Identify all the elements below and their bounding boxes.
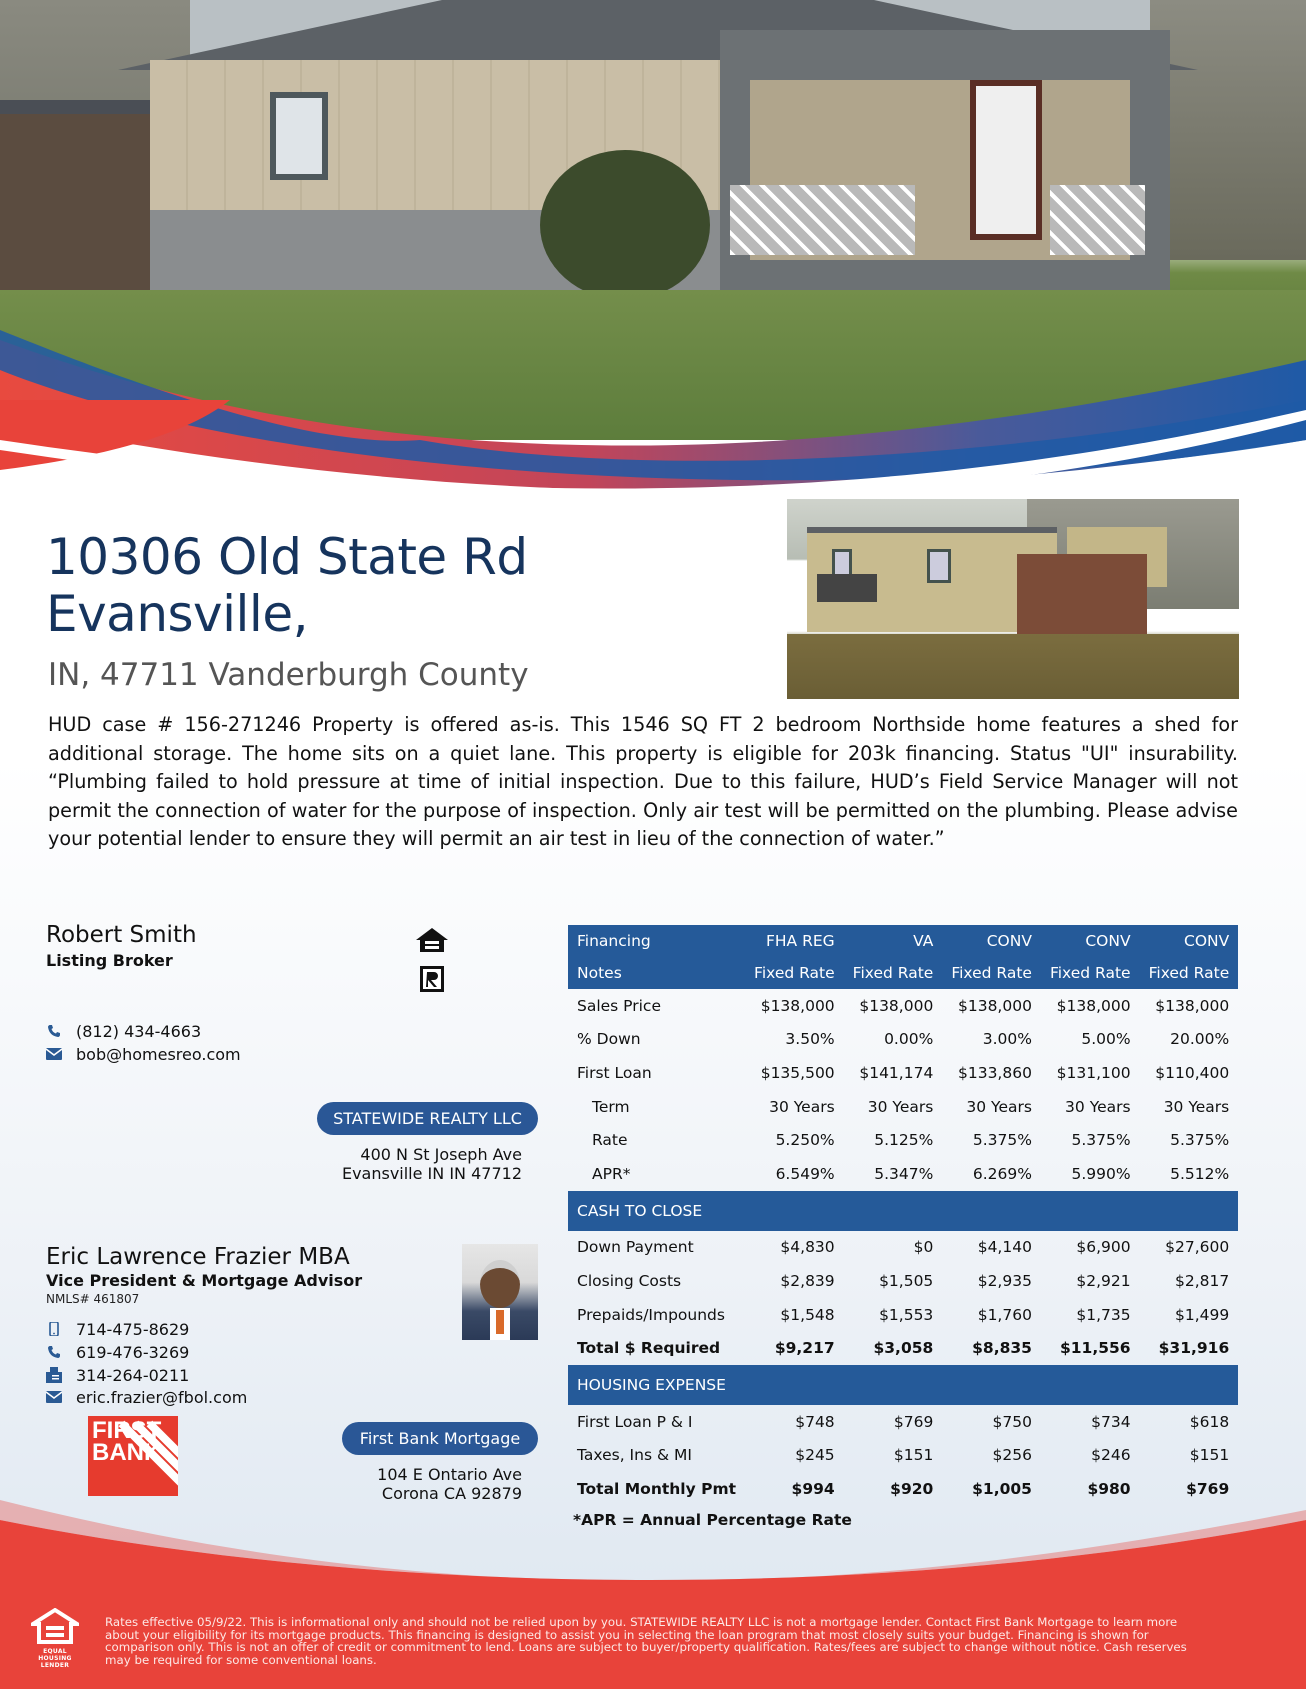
row-label: % Down (577, 1030, 641, 1049)
table-cell: $245 (795, 1446, 835, 1465)
email-icon (46, 1389, 62, 1405)
table-header-cell: Fixed Rate (942, 957, 1041, 989)
table-cell: $1,553 (879, 1305, 934, 1324)
table-row (568, 1264, 1238, 1298)
broker-title: Listing Broker (46, 951, 173, 970)
table-cell: 3.50% (785, 1030, 835, 1049)
table-cell: $141,174 (859, 1063, 934, 1082)
phone-icon (46, 1023, 62, 1039)
table-cell: $138,000 (859, 996, 934, 1015)
row-label: Taxes, Ins & MI (577, 1446, 692, 1465)
table-header-cell: Notes (568, 957, 745, 989)
row-label: CASH TO CLOSE (568, 1191, 1238, 1231)
broker-company-pill: STATEWIDE REALTY LLC (317, 1102, 538, 1135)
table-cell: 5.375% (972, 1131, 1032, 1150)
financing-table (568, 925, 1238, 1506)
broker-phone-text: (812) 434-4663 (76, 1021, 202, 1041)
lender-title: Vice President & Mortgage Advisor (46, 1271, 363, 1290)
table-cell: $0 (913, 1238, 934, 1257)
table-header-cell: Fixed Rate (844, 957, 943, 989)
table-header-cell: Financing (568, 925, 745, 957)
table-cell: $734 (1091, 1412, 1131, 1431)
table-cell: $769 (893, 1412, 934, 1431)
first-bank-logo (88, 1416, 178, 1496)
table-cell: $4,830 (780, 1238, 835, 1257)
table-cell: $2,817 (1174, 1271, 1230, 1290)
table-cell: $748 (795, 1412, 835, 1431)
lender-address-line-2: Corona CA 92879 (381, 1484, 522, 1503)
lender-fax-text: 314-264-0211 (76, 1365, 190, 1385)
table-header-cell: Fixed Rate (1140, 957, 1239, 989)
lender-company-pill: First Bank Mortgage (342, 1422, 538, 1455)
table-cell: $138,000 (957, 996, 1032, 1015)
eho-label: EQUAL HOUSING LENDER (38, 1648, 72, 1669)
table-cell: $994 (791, 1479, 835, 1498)
table-cell: 30 Years (769, 1097, 835, 1116)
table-row (568, 1123, 1238, 1157)
table-cell: $151 (1189, 1446, 1230, 1465)
lender-fax[interactable] (46, 1364, 189, 1386)
table-header-cell: VA (844, 925, 943, 957)
table-cell: $2,935 (977, 1271, 1032, 1290)
broker-address-line-1: 400 N St Joseph Ave (360, 1145, 522, 1164)
address-line-2: Evansville, (46, 585, 308, 643)
table-cell: $1,548 (780, 1305, 835, 1324)
apr-note: *APR = Annual Percentage Rate (573, 1511, 852, 1529)
table-cell: $6,900 (1076, 1238, 1131, 1257)
table-cell: 6.549% (775, 1164, 835, 1183)
table-cell: $133,860 (957, 1063, 1032, 1082)
row-label: Closing Costs (577, 1271, 682, 1290)
row-label: Total Monthly Pmt (577, 1479, 737, 1498)
table-cell: 20.00% (1170, 1030, 1230, 1049)
row-label: Rate (592, 1131, 628, 1150)
table-cell: $1,499 (1174, 1305, 1230, 1324)
lender-headshot (462, 1244, 538, 1340)
lender-mobile-text: 714-475-8629 (76, 1319, 190, 1339)
broker-name: Robert Smith (46, 922, 197, 948)
table-cell: $138,000 (760, 996, 835, 1015)
table-cell: $110,400 (1155, 1063, 1230, 1082)
broker-address (300, 1145, 522, 1183)
table-header-cell: CONV (1140, 925, 1239, 957)
table-cell: $769 (1186, 1479, 1230, 1498)
table-cell: 5.00% (1081, 1030, 1131, 1049)
table-row (568, 1090, 1238, 1124)
table-cell: 5.375% (1071, 1131, 1131, 1150)
lender-phone-text: 619-476-3269 (76, 1342, 190, 1362)
equal-housing-lender-logo (30, 1608, 80, 1669)
table-cell: $920 (890, 1479, 934, 1498)
table-cell: $135,500 (760, 1063, 835, 1082)
table-cell: 30 Years (1163, 1097, 1230, 1116)
rear-house-photo (787, 499, 1239, 699)
decorative-swoosh (0, 330, 1306, 510)
table-cell: $750 (992, 1412, 1032, 1431)
table-row (568, 1056, 1238, 1090)
table-cell: $4,140 (977, 1238, 1032, 1257)
table-cell: 5.125% (874, 1131, 934, 1150)
logo-text-line-2: BANK (92, 1439, 162, 1466)
lender-mobile[interactable] (46, 1318, 189, 1340)
table-cell: $1,005 (972, 1479, 1032, 1498)
table-cell: $2,839 (780, 1271, 835, 1290)
table-cell: $256 (992, 1446, 1032, 1465)
table-cell: $3,058 (873, 1339, 934, 1358)
table-cell: 3.00% (982, 1030, 1032, 1049)
row-label: HOUSING EXPENSE (568, 1365, 1238, 1405)
table-cell: 6.269% (972, 1164, 1032, 1183)
broker-logos (414, 926, 450, 996)
lender-email-text: eric.frazier@fbol.com (76, 1387, 248, 1407)
table-cell: $131,100 (1056, 1063, 1131, 1082)
row-label: Down Payment (577, 1238, 694, 1257)
table-cell: $2,921 (1076, 1271, 1131, 1290)
lender-address (300, 1465, 522, 1503)
table-cell: 5.990% (1071, 1164, 1131, 1183)
phone-icon (46, 1344, 62, 1360)
realtor-icon (414, 964, 450, 1000)
table-row (568, 1439, 1238, 1473)
table-row (568, 989, 1238, 1023)
table-cell: 30 Years (1065, 1097, 1131, 1116)
lender-email[interactable] (46, 1386, 247, 1408)
table-cell: $980 (1087, 1479, 1131, 1498)
table-row (568, 1231, 1238, 1265)
equal-housing-icon (414, 926, 450, 962)
cash-to-close-header (568, 1191, 1238, 1231)
table-cell: 0.00% (884, 1030, 934, 1049)
row-label: Prepaids/Impounds (577, 1305, 725, 1324)
table-cell: $27,600 (1165, 1238, 1230, 1257)
table-header-cell: CONV (942, 925, 1041, 957)
table-cell: $8,835 (972, 1339, 1032, 1358)
lender-name: Eric Lawrence Frazier MBA (46, 1244, 350, 1270)
table-cell: $31,916 (1158, 1339, 1230, 1358)
broker-address-line-2: Evansville IN IN 47712 (341, 1164, 522, 1183)
address-line-1: 10306 Old State Rd (46, 528, 528, 586)
table-header-row (568, 925, 1238, 957)
fax-icon (46, 1367, 62, 1383)
table-cell: $138,000 (1155, 996, 1230, 1015)
table-cell: $1,760 (977, 1305, 1032, 1324)
table-cell: $618 (1189, 1412, 1230, 1431)
table-cell: 5.512% (1170, 1164, 1230, 1183)
row-label: APR* (592, 1164, 631, 1183)
broker-email-text: bob@homesreo.com (76, 1044, 241, 1064)
housing-expense-header (568, 1365, 1238, 1405)
table-cell: 30 Years (867, 1097, 934, 1116)
table-header-cell: CONV (1041, 925, 1140, 957)
row-label: First Loan P & I (577, 1412, 693, 1431)
address-line-3: IN, 47711 Vanderburgh County (48, 657, 529, 693)
table-cell: 5.347% (874, 1164, 934, 1183)
table-cell: $1,735 (1076, 1305, 1131, 1324)
equal-housing-icon (31, 1608, 79, 1644)
disclaimer: Rates effective 05/9/22. This is informational only and should not be relied upon by you. STATEWIDE REALTY LLC is not a mortgage lender. Contact First Bank Mortgage to learn more about your eligibility for its mortgage products. This financing is designed to assist you in selecting the loan program that most closely suits your budget. Financing is shown for comparison only. This is not an offer of credit or commitment to lend. Loans are subject to buyer/property qualification. Rates/fees are subject to change without notice. Cash reserves may be required for some conventional loans. (105, 1615, 1187, 1667)
table-cell: $246 (1091, 1446, 1131, 1465)
table-cell: $1,505 (879, 1271, 934, 1290)
property-description: HUD case # 156-271246 Property is offered as-is. This 1546 SQ FT 2 bedroom Northside home features a shed for additional storage. The home sits on a quiet lane. This property is eligible for 203k financing. Status "UI" insurability. “Plumbing failed to hold pressure at time of initial inspection. Due to this failure, HUD’s Field Service Manager will not permit the connection of water for the purpose of inspection. Only air test will be permitted on the plumbing. Please advise your potential lender to ensure they will permit an air test in lieu of the connection of water.” (48, 713, 1238, 851)
table-cell: $138,000 (1056, 996, 1131, 1015)
lender-address-line-1: 104 E Ontario Ave (377, 1465, 522, 1484)
table-header-cell: Fixed Rate (1041, 957, 1140, 989)
broker-phone[interactable] (46, 1020, 201, 1042)
lender-phone[interactable] (46, 1341, 189, 1363)
row-label: Sales Price (577, 996, 661, 1015)
row-label: First Loan (577, 1063, 652, 1082)
table-cell: $9,217 (774, 1339, 835, 1358)
table-row (568, 1405, 1238, 1439)
broker-email[interactable] (46, 1043, 241, 1065)
table-row (568, 1331, 1238, 1365)
email-icon (46, 1046, 62, 1062)
table-cell: 5.250% (775, 1131, 835, 1150)
table-header-cell: Fixed Rate (745, 957, 844, 989)
mobile-phone-icon (46, 1321, 62, 1337)
table-header-row (568, 957, 1238, 989)
table-header-cell: FHA REG (745, 925, 844, 957)
table-row (568, 1157, 1238, 1191)
table-cell: 5.375% (1170, 1131, 1230, 1150)
logo-text-line-1: FIRST (92, 1417, 162, 1444)
row-label: Term (592, 1097, 630, 1116)
table-row (568, 1298, 1238, 1332)
table-row (568, 1023, 1238, 1057)
table-cell: $151 (893, 1446, 934, 1465)
row-label: Total $ Required (577, 1339, 721, 1358)
lender-nmls: NMLS# 461807 (46, 1292, 140, 1306)
table-cell: $11,556 (1059, 1339, 1131, 1358)
table-cell: 30 Years (966, 1097, 1032, 1116)
